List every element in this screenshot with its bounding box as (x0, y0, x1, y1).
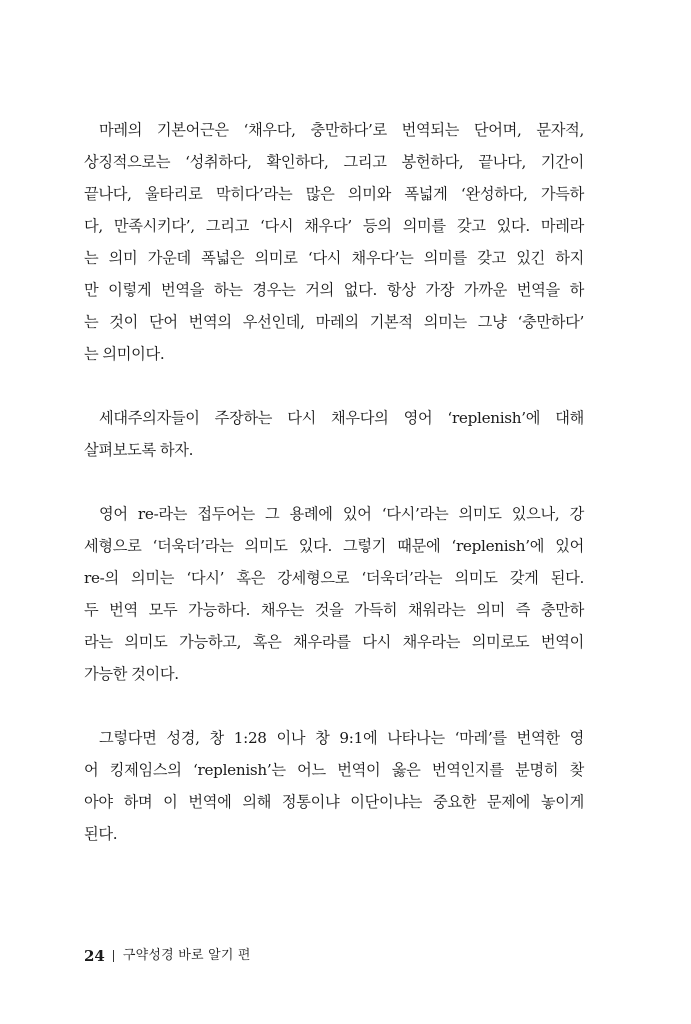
text-line: 끝나다, 울타리로 막히다’라는 많은 의미와 폭넓게 ‘완성하다, 가득하 (84, 185, 584, 203)
text-line: 어 킹제임스의 ‘replenish’는 어느 번역이 옳은 번역인지를 분명히 찾 (84, 761, 584, 779)
text-line: 아야 하며 이 번역에 의해 정통이냐 이단이냐는 중요한 문제에 놓이게 (84, 793, 584, 811)
text-line: 는 의미 가운데 폭넓은 의미로 ‘다시 채우다’는 의미를 갖고 있긴 하지 (84, 249, 584, 267)
footer-divider (113, 950, 114, 962)
paragraph-1 (84, 114, 584, 370)
text-line: 영어 re-라는 접두어는 그 용례에 있어 ‘다시’라는 의미도 있으나, 강 (99, 505, 584, 523)
paragraph-4 (84, 722, 584, 850)
paragraph-2 (84, 402, 584, 466)
running-title: 구약성경 바로 알기 편 (122, 948, 251, 963)
text-line: 는 의미이다. (84, 345, 165, 363)
text-line: 만 이렇게 번역을 하는 경우는 거의 없다. 항상 가장 가까운 번역을 하 (84, 281, 584, 299)
text-line: 가능한 것이다. (84, 665, 179, 683)
text-line: 그렇다면 성경, 창 1:28 이나 창 9:1에 나타나는 ‘마레’를 번역한 영 (99, 729, 584, 747)
text-line: 마레의 기본어근은 ‘채우다, 충만하다’로 번역되는 단어며, 문자적, (99, 121, 584, 139)
text-line: 세형으로 ‘더욱더’라는 의미도 있다. 그렇기 때문에 ‘replenish’에 있어 (84, 537, 584, 555)
text-line: 된다. (84, 825, 118, 843)
text-line: 세대주의자들이 주장하는 다시 채우다의 영어 ‘replenish’에 대해 (99, 409, 584, 427)
text-line: 다, 만족시키다’, 그리고 ‘다시 채우다’ 등의 의미를 갖고 있다. 마레라 (84, 217, 584, 235)
page-footer (84, 946, 251, 966)
text-line: 상징적으로는 ‘성취하다, 확인하다, 그리고 봉헌하다, 끝나다, 기간이 (84, 153, 584, 171)
paragraph-3 (84, 498, 584, 690)
page-number: 24 (84, 947, 105, 965)
text-line: 는 것이 단어 번역의 우선인데, 마레의 기본적 의미는 그냥 ‘충만하다’ (84, 313, 584, 331)
text-line: 라는 의미도 가능하고, 혹은 채우라를 다시 채우라는 의미로도 번역이 (84, 633, 584, 651)
text-line: 살펴보도록 하자. (84, 441, 194, 459)
body-text (84, 114, 584, 850)
text-line: re-의 의미는 ‘다시’ 혹은 강세형으로 ‘더욱더’라는 의미도 갖게 된다. (84, 569, 584, 587)
text-line: 두 번역 모두 가능하다. 채우는 것을 가득히 채워라는 의미 즉 충만하 (84, 601, 584, 619)
